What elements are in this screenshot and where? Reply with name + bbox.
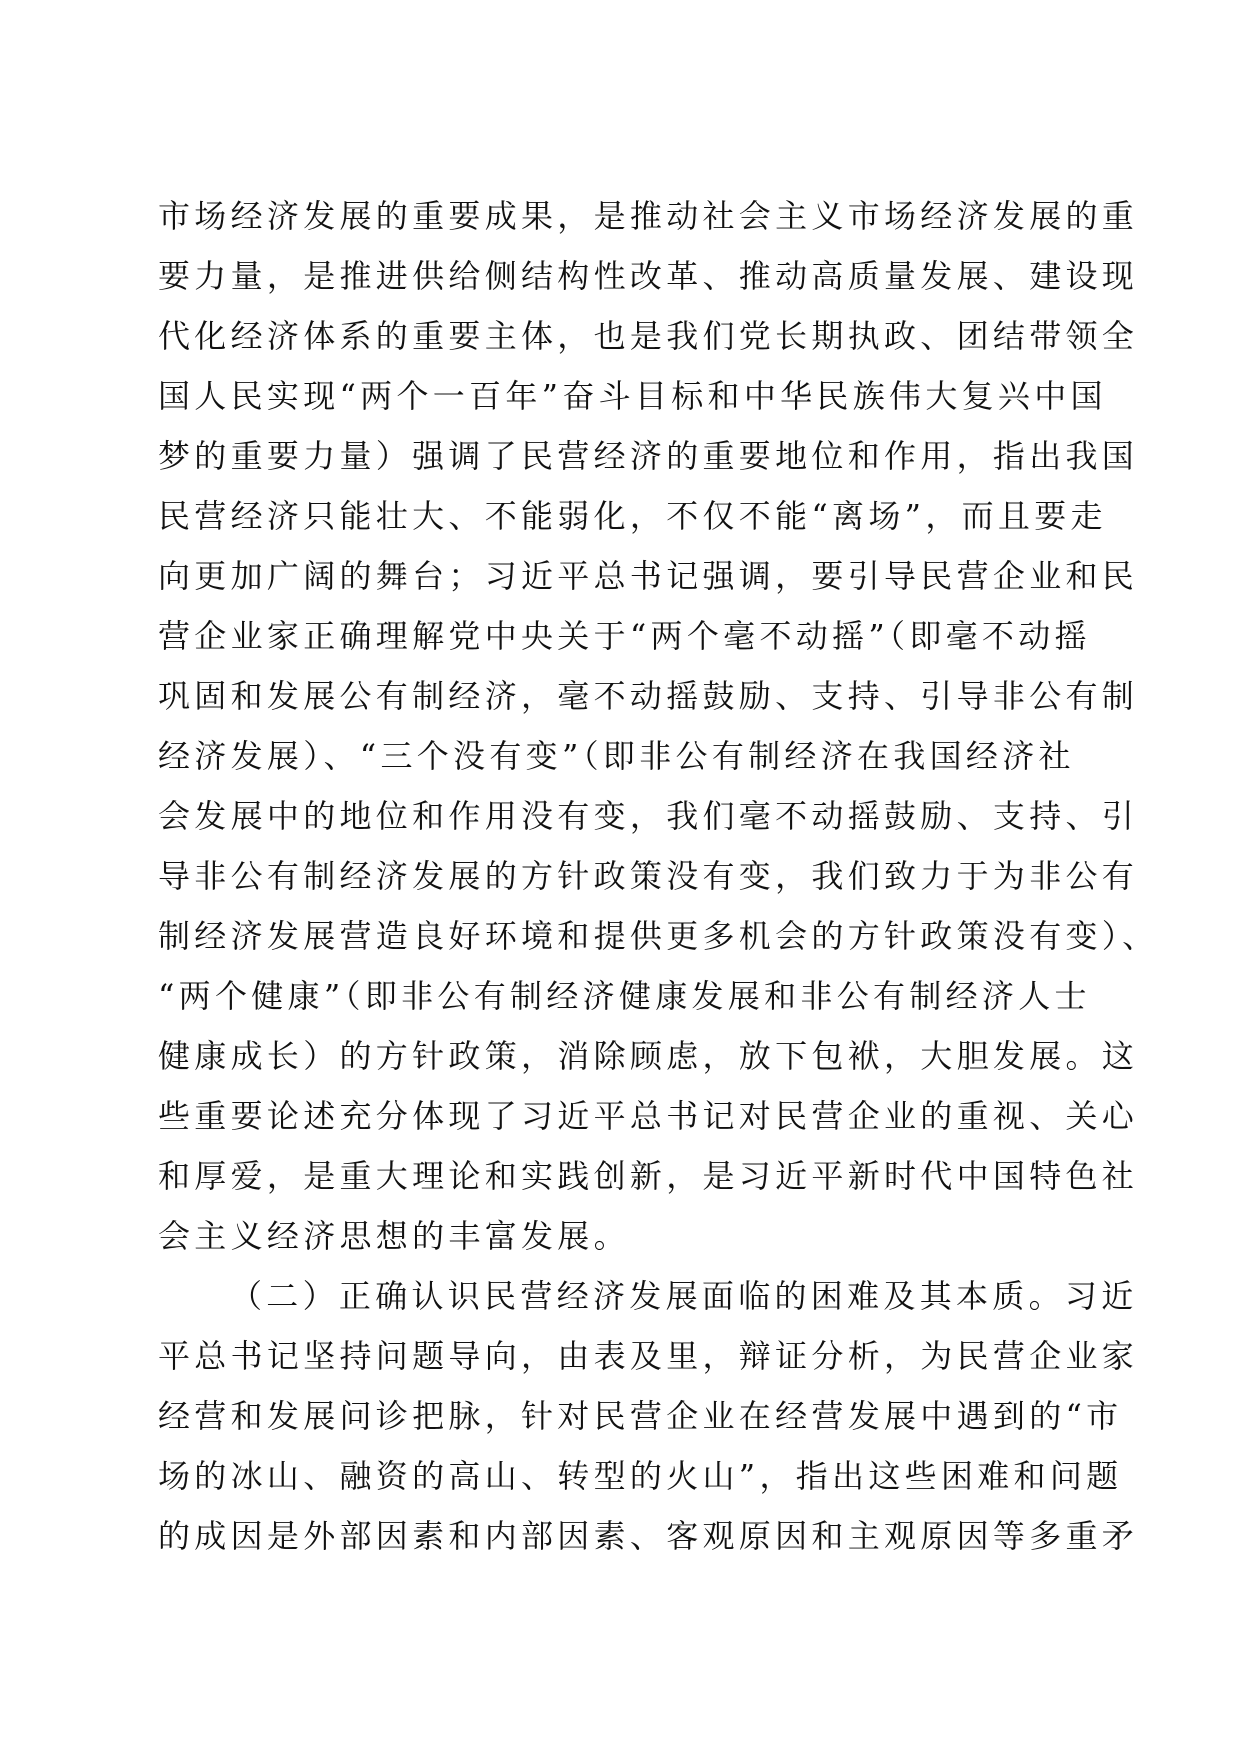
text-line: 国人民实现“两个一百年”奋斗目标和中华民族伟大复兴中国 [158, 377, 1107, 415]
text-line: “两个健康”（即非公有制经济健康发展和非公有制经济人士 [158, 977, 1091, 1015]
text-line: 经营和发展问诊把脉，针对民营企业在经营发展中遇到的“市 [158, 1397, 1123, 1435]
text-line: 些重要论述充分体现了习近平总书记对民营企业的重视、关心 [158, 1097, 1139, 1135]
text-line: 巩固和发展公有制经济，毫不动摇鼓励、支持、引导非公有制 [158, 677, 1139, 715]
text-line: 市场经济发展的重要成果，是推动社会主义市场经济发展的重 [158, 197, 1139, 235]
text-line: 会主义经济思想的丰富发展。 [158, 1217, 630, 1255]
text-line: 的成因是外部因素和内部因素、客观原因和主观原因等多重矛 [158, 1517, 1139, 1555]
section-heading-line: （二）正确认识民营经济发展面临的困难及其本质。习近 [230, 1277, 1138, 1315]
text-line: 导非公有制经济发展的方针政策没有变，我们致力于为非公有 [158, 857, 1139, 895]
text-line: 健康成长）的方针政策，消除顾虑，放下包袱，大胆发展。这 [158, 1037, 1139, 1075]
text-line: 民营经济只能壮大、不能弱化，不仅不能“离场”，而且要走 [158, 497, 1107, 535]
text-line: 和厚爱，是重大理论和实践创新，是习近平新时代中国特色社 [158, 1157, 1139, 1195]
body-text [158, 186, 1159, 1566]
text-line: 代化经济体系的重要主体，也是我们党长期执政、团结带领全 [158, 317, 1139, 355]
text-line: 场的冰山、融资的高山、转型的火山”，指出这些困难和问题 [158, 1457, 1123, 1495]
text-line: 会发展中的地位和作用没有变，我们毫不动摇鼓励、支持、引 [158, 797, 1139, 835]
text-line: 经济发展）、“三个没有变”（即非公有制经济在我国经济社 [158, 737, 1075, 775]
text-line: 营企业家正确理解党中央关于“两个毫不动摇”（即毫不动摇 [158, 617, 1091, 655]
text-line: 平总书记坚持问题导向，由表及里，辩证分析，为民营企业家 [158, 1337, 1139, 1375]
text-line: 梦的重要力量）强调了民营经济的重要地位和作用，指出我国 [158, 437, 1139, 475]
text-line: 制经济发展营造良好环境和提供更多机会的方针政策没有变）、 [158, 917, 1159, 955]
text-line: 向更加广阔的舞台；习近平总书记强调，要引导民营企业和民 [158, 557, 1139, 595]
text-line: 要力量，是推进供给侧结构性改革、推动高质量发展、建设现 [158, 257, 1139, 295]
